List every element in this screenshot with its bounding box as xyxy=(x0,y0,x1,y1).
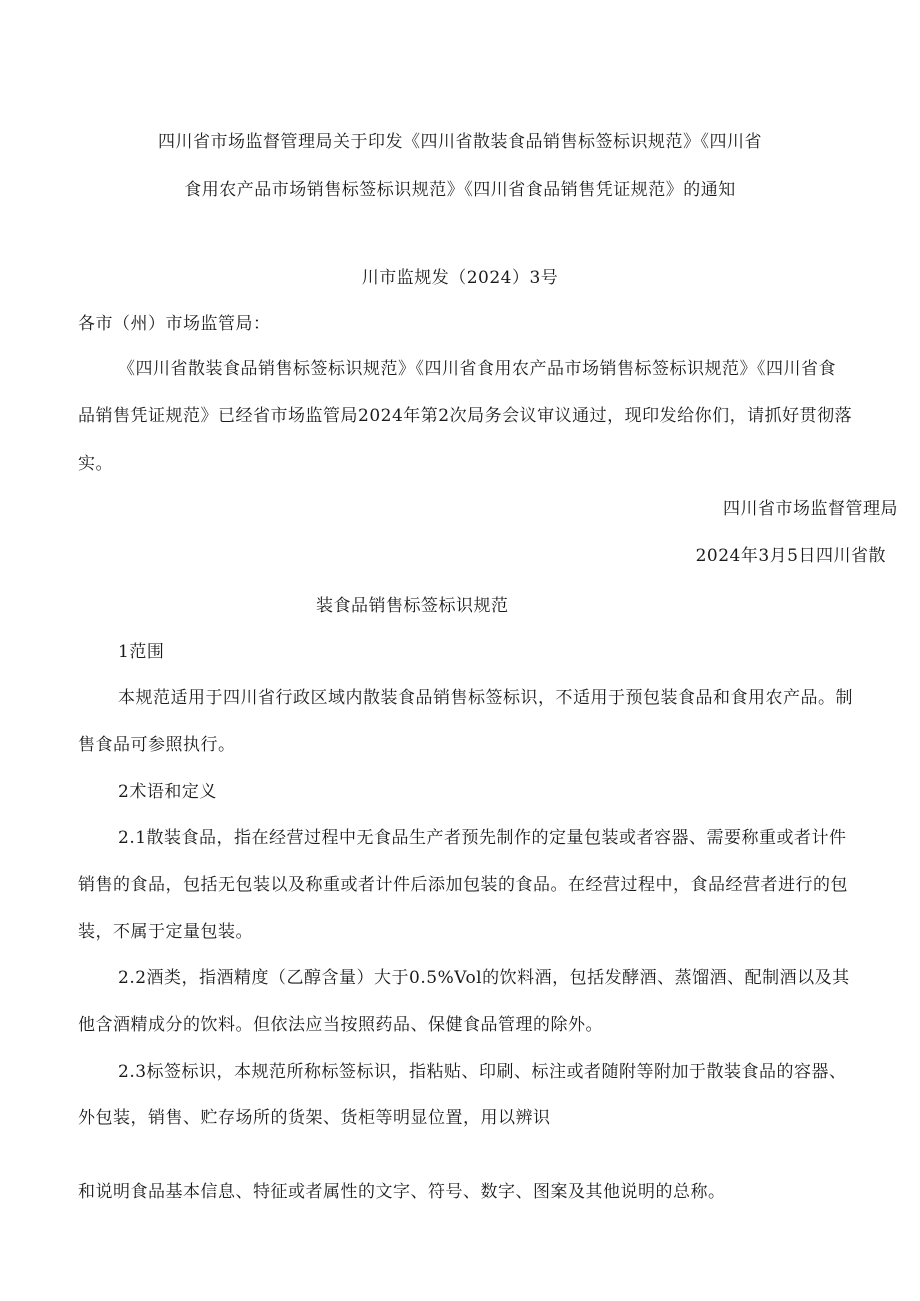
section-2-heading: 2术语和定义 xyxy=(118,782,217,802)
section-1-heading: 1范围 xyxy=(118,642,165,662)
definition-2-3-line-1: 2.3标签标识，本规范所称标签标识，指粘贴、印刷、标注或者随附等附加于散装食品的容器、 xyxy=(118,1062,847,1082)
definition-2-3-line-2: 外包装，销售、贮存场所的货架、货柜等明显位置，用以辨识 xyxy=(78,1108,551,1128)
document-number: 川市监规发（2024）3号 xyxy=(361,268,559,288)
section-1-line-1: 本规范适用于四川省行政区域内散装食品销售标签标识，不适用于预包装食品和食用农产品。制 xyxy=(118,688,853,708)
body-line-2: 品销售凭证规范》已经省市场监管局2024年第2次局务会议审议通过，现印发给你们，请抓好贯彻落 xyxy=(78,406,853,426)
addressee: 各市（州）市场监管局： xyxy=(78,314,271,334)
definition-2-1-line-2: 销售的食品，包括无包装以及称重或者计件后添加包装的食品。在经营过程中，食品经营者进行的包 xyxy=(78,875,848,895)
definition-2-1-line-3: 装，不属于定量包装。 xyxy=(78,922,253,942)
notice-title-line-2: 食用农产品市场销售标签标识规范》《四川省食品销售凭证规范》的通知 xyxy=(184,180,736,200)
definition-2-1-line-1: 2.1散装食品，指在经营过程中无食品生产者预先制作的定量包装或者容器、需要称重或者计件 xyxy=(118,828,847,848)
signature-org: 四川省市场监督管理局 xyxy=(723,499,898,519)
signature-date: 2024年3月5日四川省散 xyxy=(695,546,886,566)
body-line-1: 《四川省散装食品销售标签标识规范》《四川省食用农产品市场销售标签标识规范》《四川省食 xyxy=(118,359,836,379)
definition-2-3-line-3: 和说明食品基本信息、特征或者属性的文字、符号、数字、图案及其他说明的总称。 xyxy=(78,1182,726,1202)
definition-2-2-line-1: 2.2酒类，指酒精度（乙醇含量）大于0.5%Vol的饮料酒，包括发酵酒、蒸馏酒、配制酒以及其 xyxy=(118,968,850,988)
section-1-line-2: 售食品可参照执行。 xyxy=(78,735,236,755)
body-line-3: 实。 xyxy=(78,454,113,474)
definition-2-2-line-2: 他含酒精成分的饮料。但依法应当按照药品、保健食品管理的除外。 xyxy=(78,1015,603,1035)
spec-title: 装食品销售标签标识规范 xyxy=(316,596,509,616)
notice-title-line-1: 四川省市场监督管理局关于印发《四川省散装食品销售标签标识规范》《四川省 xyxy=(158,132,762,152)
